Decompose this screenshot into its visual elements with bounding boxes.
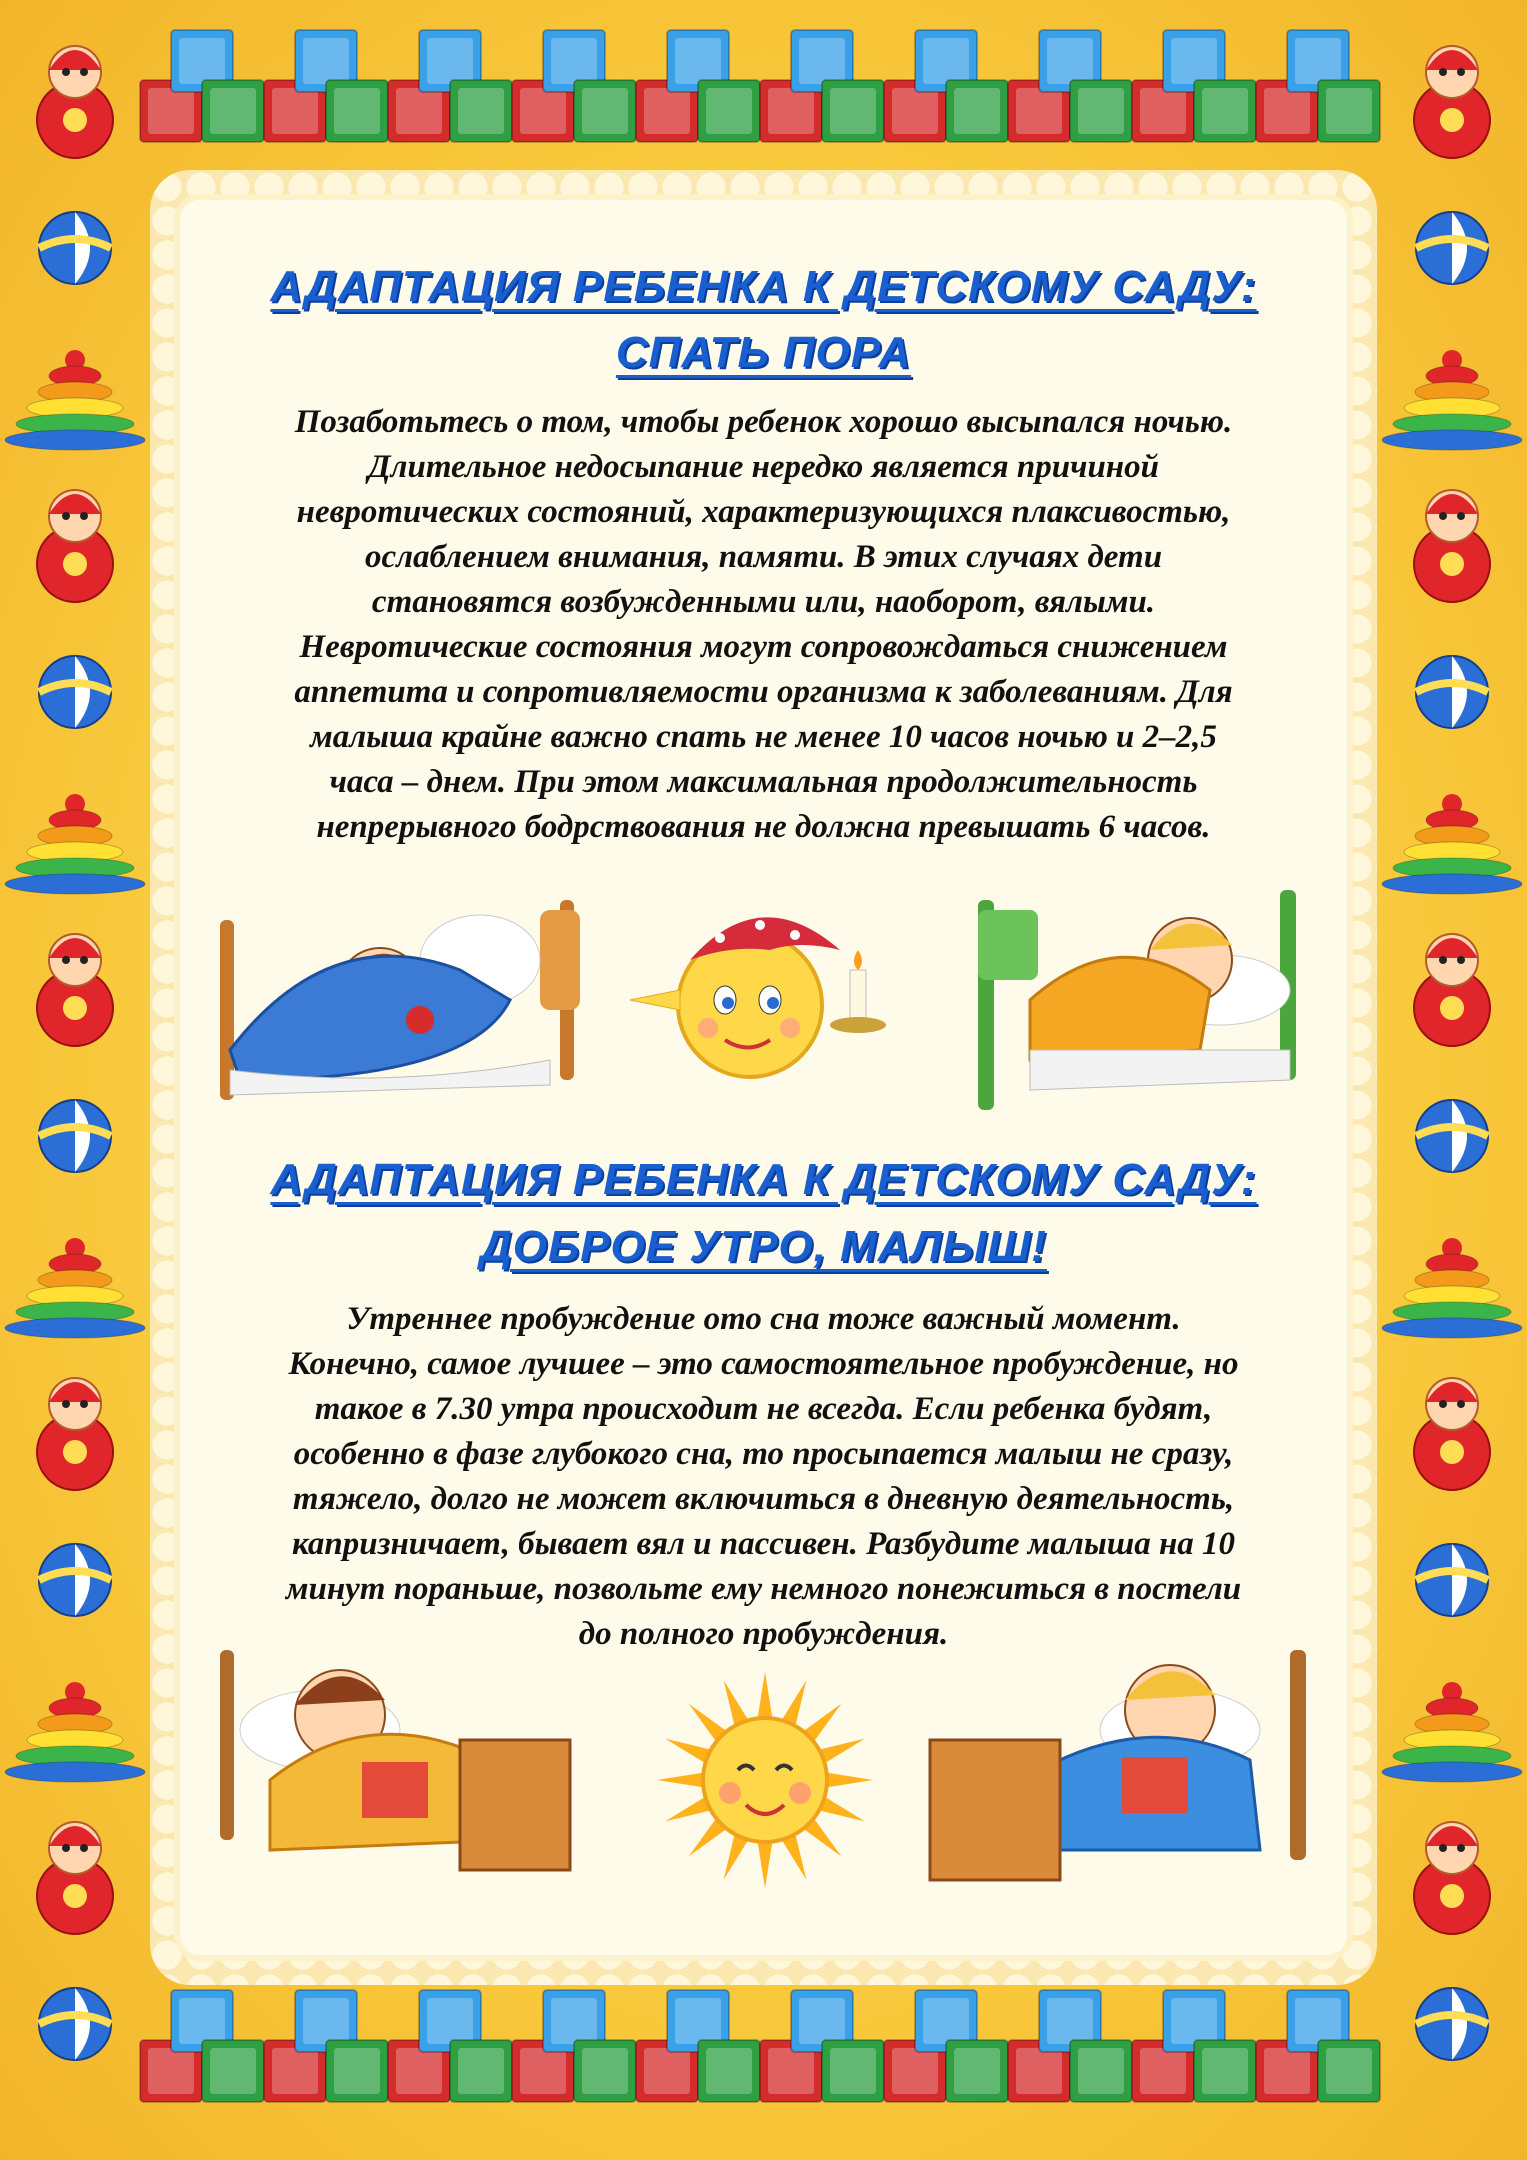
building-block-icon (202, 80, 264, 142)
sun-ray (758, 1672, 773, 1718)
building-block-icon (1318, 80, 1380, 142)
section1-title-line1: АДАПТАЦИЯ РЕБЕНКА К ДЕТСКОМУ САДУ: (270, 262, 1257, 311)
sun-ray (819, 1797, 865, 1822)
section2-title-line1: АДАПТАЦИЯ РЕБЕНКА К ДЕТСКОМУ САДУ: (270, 1155, 1257, 1204)
beach-ball-icon (39, 656, 111, 728)
paragraph-line: Невротические состояния могут сопровождаться снижением (299, 629, 1228, 665)
sun-ray (724, 1834, 749, 1880)
paragraph-line: часа – днем. При этом максимальная продолжительность (329, 764, 1198, 800)
child-waking-blue-blanket-illustration (920, 1630, 1320, 1890)
roly-poly-toy-icon (37, 490, 113, 602)
paragraph-line: ослаблением внимания, памяти. В этих случаях дети (364, 539, 1163, 575)
paragraph-line: до полного пробуждения. (578, 1616, 949, 1652)
stacking-pyramid-icon (1382, 1682, 1522, 1782)
beach-ball-icon (1416, 1988, 1488, 2060)
sun-ray (758, 1842, 773, 1888)
paragraph-line: Конечно, самое лучшее – это самостоятельное пробуждение, но (288, 1346, 1239, 1382)
child-waking-in-bed-illustration (210, 1640, 590, 1880)
roly-poly-toy-icon (1414, 1378, 1490, 1490)
paragraph-line: такое в 7.30 утра происходит не всегда. Если ребенка будят, (314, 1391, 1213, 1427)
building-block-icon (698, 2040, 760, 2102)
building-block-icon (326, 80, 388, 142)
stacking-pyramid-icon (5, 794, 145, 894)
paragraph-line: становятся возбужденными или, наоборот, вялыми. (371, 584, 1156, 620)
section1-paragraph (210, 400, 1317, 850)
sun-ray (724, 1680, 749, 1726)
beach-ball-icon (39, 1544, 111, 1616)
building-block-icon (1070, 80, 1132, 142)
building-block-icon (822, 80, 884, 142)
paragraph-line: Длительное недосыпание нередко является причиной (367, 449, 1159, 485)
beach-ball-icon (1416, 1544, 1488, 1616)
sun-ray (819, 1739, 865, 1764)
sun-ray (782, 1680, 807, 1726)
paragraph-line: аппетита и сопротивляемости организма к заболеваниям. Для (294, 674, 1233, 710)
building-block-icon (946, 2040, 1008, 2102)
child-sleeping-orange-blanket-illustration (970, 880, 1310, 1120)
sun-ray (665, 1739, 711, 1764)
paragraph-line: невротических состояний, характеризующихся плаксивостью, (296, 494, 1231, 530)
building-block-icon (1194, 2040, 1256, 2102)
roly-poly-toy-icon (1414, 490, 1490, 602)
building-block-icon (326, 2040, 388, 2102)
paragraph-line: тяжело, долго не может включиться в дневную деятельность, (292, 1481, 1235, 1517)
building-block-icon (574, 80, 636, 142)
child-sleeping-blue-blanket-illustration (210, 880, 590, 1110)
stacking-pyramid-icon (5, 1682, 145, 1782)
beach-ball-icon (39, 1988, 111, 2060)
building-block-icon (1070, 2040, 1132, 2102)
paragraph-line: особенно в фазе глубокого сна, то просыпается малыш не сразу, (293, 1436, 1234, 1472)
paragraph-line: Позаботьтесь о том, чтобы ребенок хорошо высыпался ночью. (294, 404, 1233, 440)
roly-poly-toy-icon (1414, 934, 1490, 1046)
building-block-icon (450, 80, 512, 142)
paragraph-line: малыша крайне важно спать не менее 10 часов ночью и 2–2,5 (310, 719, 1217, 755)
section2-title-line2: ДОБРОЕ УТРО, МАЛЫШ! (480, 1222, 1047, 1271)
roly-poly-toy-icon (37, 46, 113, 158)
building-block-icon (202, 2040, 264, 2102)
paragraph-line: минут пораньше, позвольте ему немного понежиться в постели (285, 1571, 1242, 1607)
sun-ray (657, 1773, 703, 1788)
paragraph-line: капризничает, бывает вял и пассивен. Разбудите малыша на 10 (291, 1526, 1236, 1562)
paragraph-line: Утреннее пробуждение ото сна тоже важный момент. (346, 1301, 1181, 1337)
roly-poly-toy-icon (1414, 46, 1490, 158)
building-block-icon (698, 80, 760, 142)
building-block-icon (450, 2040, 512, 2102)
sun-ray (665, 1797, 711, 1822)
building-block-icon (1194, 80, 1256, 142)
sun-ray (827, 1773, 873, 1788)
roly-poly-toy-icon (1414, 1822, 1490, 1934)
building-block-icon (574, 2040, 636, 2102)
smiling-sun-illustration (650, 1665, 880, 1895)
roly-poly-toy-icon (37, 1378, 113, 1490)
building-block-icon (1318, 2040, 1380, 2102)
building-block-icon (946, 80, 1008, 142)
building-block-icon (822, 2040, 884, 2102)
sun-ray (782, 1834, 807, 1880)
moon-nightcap-candle-illustration (620, 890, 910, 1090)
stacking-pyramid-icon (1382, 794, 1522, 894)
section2-paragraph (210, 1297, 1317, 1657)
roly-poly-toy-icon (37, 934, 113, 1046)
section1-title-line2: СПАТЬ ПОРА (615, 328, 912, 377)
paragraph-line: непрерывного бодрствования не должна превышать 6 часов. (316, 809, 1211, 845)
beach-ball-icon (1416, 656, 1488, 728)
roly-poly-toy-icon (37, 1822, 113, 1934)
